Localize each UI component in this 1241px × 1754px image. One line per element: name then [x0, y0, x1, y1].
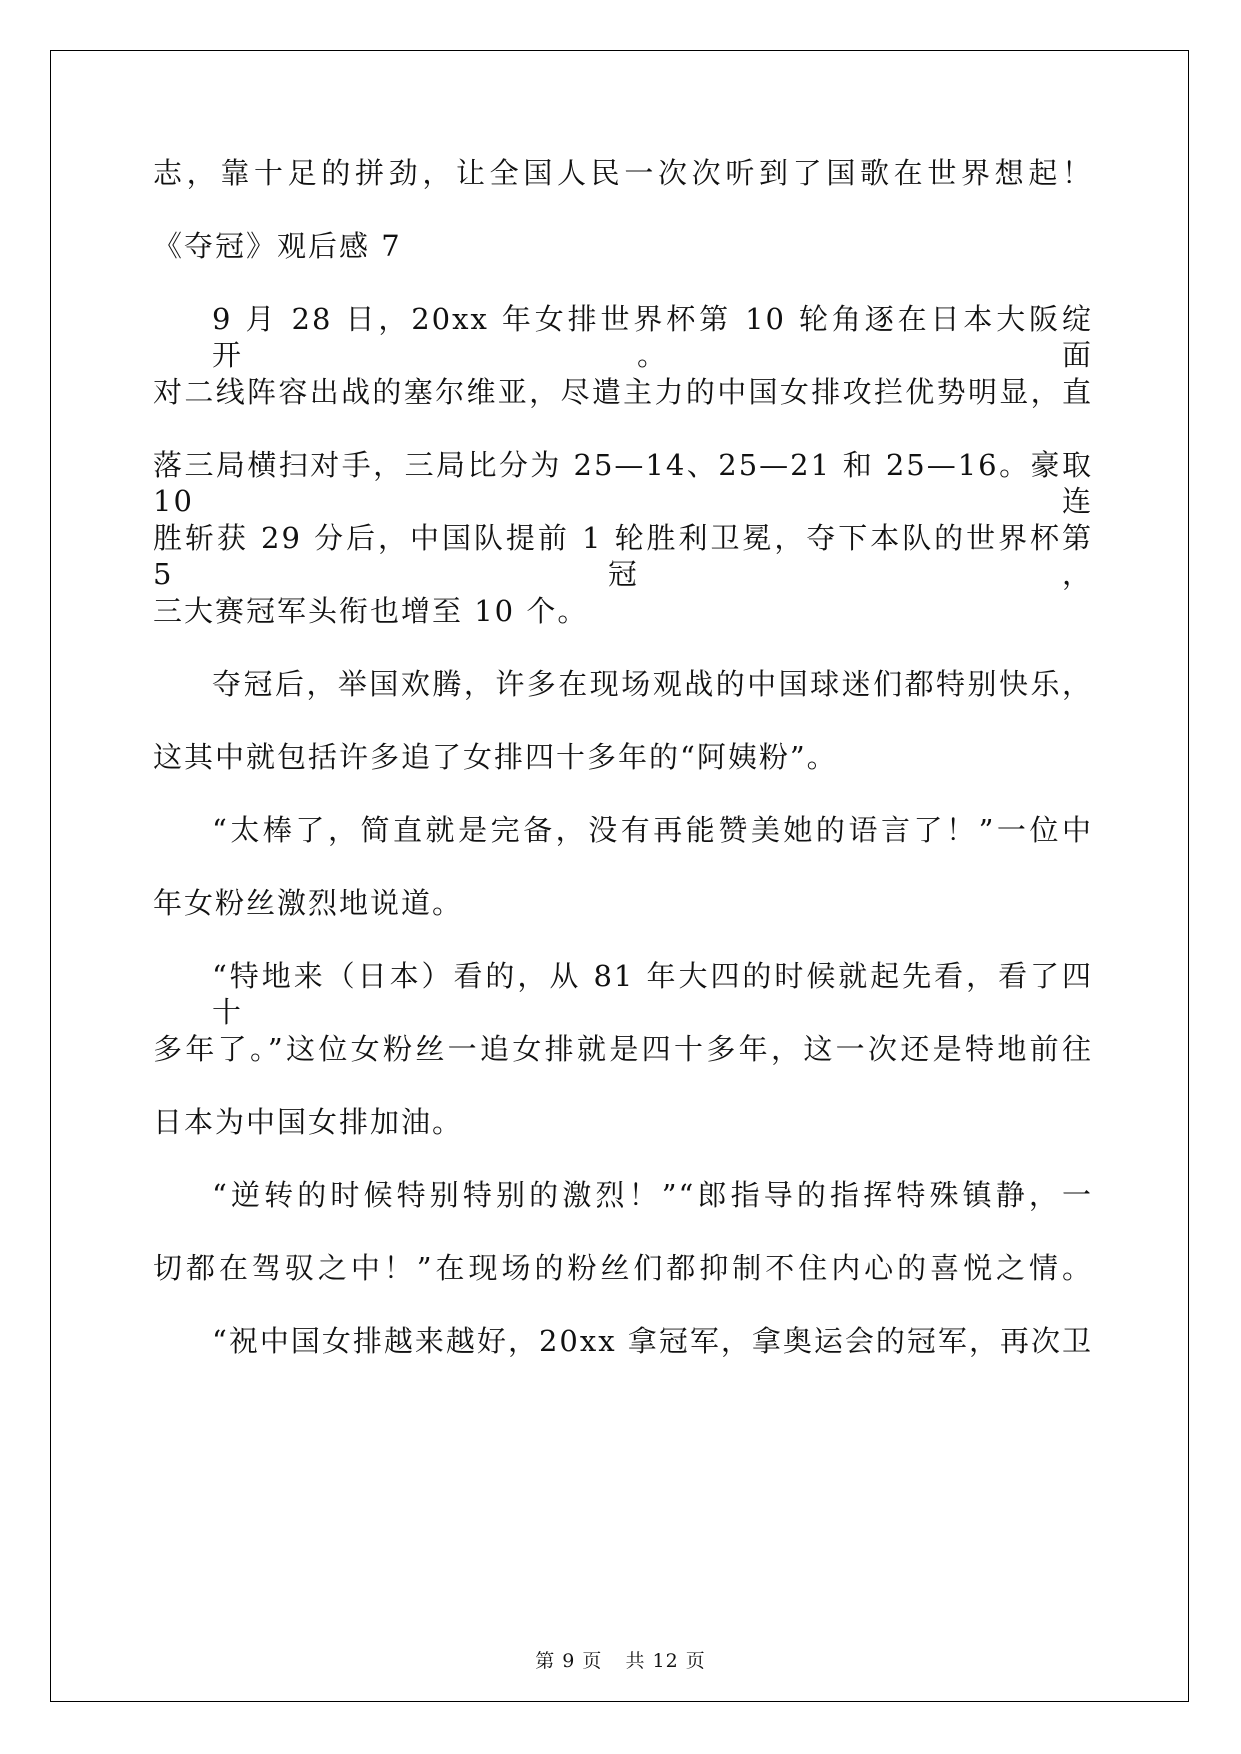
- section-heading: 《夺冠》观后感 7: [153, 229, 402, 263]
- text-line: 日本为中国女排加油。: [153, 1105, 464, 1139]
- text-line: 胜斩获 29 分后，中国队提前 1 轮胜利卫冕，夺下本队的世界杯第 5 冠，: [153, 521, 1093, 591]
- text-line: 这其中就包括许多追了女排四十多年的“阿姨粉”。: [153, 740, 838, 774]
- text-line: 落三局横扫对手，三局比分为 25—14、25—21 和 25—16。豪取 10 连: [153, 448, 1093, 518]
- text-line: “逆转的时候特别特别的激烈！”“郎指导的指挥特殊镇静，一: [212, 1178, 1093, 1212]
- text-line: 夺冠后，举国欢腾，许多在现场观战的中国球迷们都特别快乐，: [212, 667, 1093, 701]
- text-line: 多年了。”这位女粉丝一追女排就是四十多年，这一次还是特地前往: [153, 1032, 1093, 1066]
- text-line: 三大赛冠军头衔也增至 10 个。: [153, 594, 589, 628]
- text-line: “特地来（日本）看的，从 81 年大四的时候就起先看，看了四十: [212, 959, 1093, 1029]
- page-total: 共 12 页: [625, 1650, 706, 1672]
- text-line: 志，靠十足的拼劲，让全国人民一次次听到了国歌在世界想起！: [153, 156, 1093, 190]
- page-border: [50, 50, 1189, 1702]
- page-footer: [0, 1646, 1241, 1673]
- text-line: “太棒了，简直就是完备，没有再能赞美她的语言了！”一位中: [212, 813, 1093, 847]
- text-line: “祝中国女排越来越好，20xx 拿冠军，拿奥运会的冠军，再次卫: [212, 1324, 1093, 1358]
- text-line: 切都在驾驭之中！”在现场的粉丝们都抑制不住内心的喜悦之情。: [153, 1251, 1093, 1285]
- text-line: 年女粉丝激烈地说道。: [153, 886, 464, 920]
- text-line: 对二线阵容出战的塞尔维亚，尽遣主力的中国女排攻拦优势明显，直: [153, 375, 1093, 409]
- text-line: 9 月 28 日，20xx 年女排世界杯第 10 轮角逐在日本大阪绽开。面: [212, 302, 1093, 372]
- page-number: 第 9 页: [535, 1650, 603, 1672]
